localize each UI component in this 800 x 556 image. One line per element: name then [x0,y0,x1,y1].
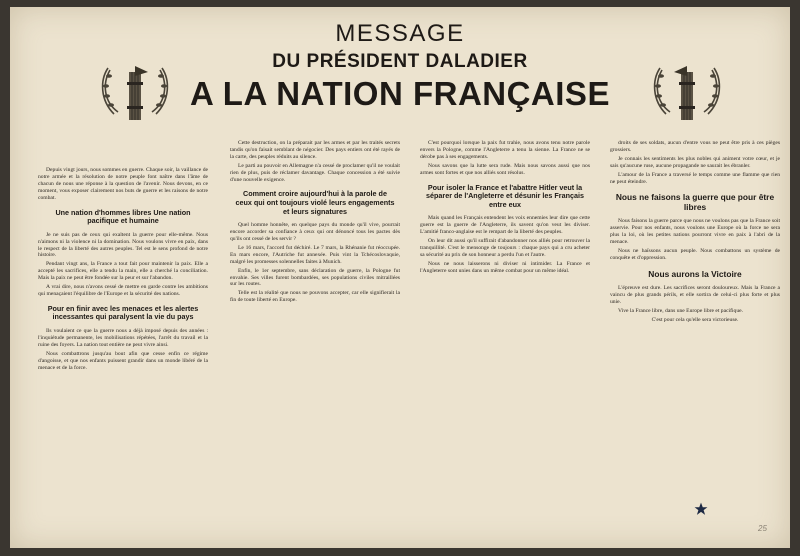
paragraph: A vrai dire, nous n'avons cessé de mettre en garde contre les ambitions qui menaçaient l'équilibre de l'Europe et la sécurité des nations. [38,284,208,297]
paragraph: Cette destruction, on la préparait par les armes et par les traités secrets tandis qu'on faisait semblant de négocier. Des pays entiers ont été rayés de la carte, des peuples réduits au silence. [230,140,400,160]
paragraph: Je connais les sentiments les plus nobles qui animent votre cœur, et je sais qu'aucune ruse, aucune propagande ne saurait les ébranler. [610,155,780,169]
paragraph: Pendant vingt ans, la France a tout fait pour maintenir la paix. Elle a accepté les sacrifices, elle a tendu la main, elle a cherché la conciliation. Mais la paix ne peut être fondée sur la peur et sur l'abandon. [38,261,208,282]
subheading: Nous aurons la Victoire [648,268,742,279]
subheading: Nous ne faisons la guerre que pour être libres [615,192,775,213]
closing-line: C'est pour cela qu'elle sera victorieuse. [651,316,739,323]
paragraph: droits de ses soldats, aucun d'entre vous ne peut être pris à ces pièges grossiers. [610,140,780,153]
header-president: DU PRÉSIDENT DALADIER [272,51,528,72]
paragraph: Le parti au pouvoir en Allemagne n'a cessé de proclamer qu'il ne voulait rien de plus, puis de réclamer davantage. Chaque concession a été suivie d'une nouvelle exigence. [230,162,400,183]
paragraph: Le 16 mars, l'accord fut déchiré. Le 7 mars, la Rhénanie fut réoccupée. En mars encore, l'Autriche fut annexée. Puis vint la Tchécoslovaquie, malgré les promesses solennelles faites à Munich. [230,244,400,265]
column-1 [38,167,208,530]
paragraph: Nous ne nous laisserons ni diviser ni intimider. La France et l'Angleterre sont unies dans un même combat pour un même idéal. [420,260,590,274]
text-columns [30,132,780,530]
page-number: 25 [758,524,767,533]
header-nation: A LA NATION FRANÇAISE [190,75,610,112]
subheading: Pour isoler la France et l'abattre Hitler veut la séparer de l'Angleterre et désunir les Français entre eux [426,182,584,209]
star-icon [694,502,708,516]
paragraph: On leur dit aussi qu'il suffirait d'abandonner nos alliés pour retrouver la tranquillité. C'est le mensonge de toujours : chaque pays qui a cru acheter sa sécurité au prix de son honneur a perdu l'un et l'autre. [420,238,590,258]
poster-header [10,19,790,113]
paragraph: L'épreuve est dure. Les sacrifices seront douloureux. Mais la France a vaincu de plus grands périls, et elle sortira de celui-ci plus forte et plus unie. [610,284,780,305]
subheading: Une nation d'hommes libres Une nation pacifique et humaine [55,207,191,226]
column-2 [230,140,400,530]
paragraph: Ils voulaient ce que la guerre nous a déjà imposé depuis des années : l'inquiétude permanente, les mobilisations répétées, l'arrêt du travail et la ruine des foyers. La nation tout entière ne peut vivre ainsi. [38,328,208,348]
paragraph: Nous savons que la lutte sera rude. Mais nous savons aussi que nos armes sont fortes et que nos alliés sont résolus. [420,162,590,176]
paragraph: Depuis vingt jours, nous sommes en guerre. Chaque soir, la vaillance de notre armée et la résolution de notre peuple font naître dans l'âme de chacun de nous une réponse à la question de l'avenir. Nous devons, en ce moment, vous exposer clairement nos buts de guerre et les raisons de notre combat. [38,167,208,201]
paragraph: C'est pourquoi lorsque la paix fut trahie, nous avons tenu notre parole envers la Pologne, comme l'Angleterre a tenu la sienne. La France ne se dérobe pas à ses engagements. [420,140,590,160]
column-4 [610,140,780,530]
column-3 [420,140,590,530]
header-message: MESSAGE [335,20,465,47]
subheading: Pour en finir avec les menaces et les alertes incessantes qui paralysent la vie du pays [47,303,199,322]
paragraph: Quel homme honnête, en quelque pays du monde qu'il vive, pourrait encore accorder sa confiance à ceux qui ont dénoncé tous les pactes dès qu'ils ont cessé de les servir ? [230,222,400,243]
paragraph: Vive la France libre, dans une Europe libre et pacifique. [618,307,744,314]
subheading: Comment croire aujourd'hui à la parole de ceux qui ont toujours violé leurs engagements et leurs signatures [235,189,395,216]
paragraph: Nous combattrons jusqu'au bout afin que cesse enfin ce régime d'angoisse, et que nos enfants puissent grandir dans un monde libéré de la menace et de la force. [38,350,208,371]
paragraph: Nous faisons la guerre parce que nous ne voulons pas que la France soit asservie. Pour nos enfants, nous voulons une Europe où la force ne sera plus la loi, où les petites nations pourront vivre en paix à l'abri de la menace. [610,218,780,246]
proclamation-poster [10,7,790,548]
paragraph: Enfin, le 1er septembre, sans déclaration de guerre, la Pologne fut envahie. Ses villes furent bombardées, ses populations civiles mitraillées sur les routes. [230,267,400,288]
paragraph: Mais quand les Français entendent les voix ennemies leur dire que cette guerre est la guerre de l'Angleterre, ils savent qu'on veut les diviser. L'amitié franco-anglaise est le rempart de la liberté des peuples. [420,215,590,236]
paragraph: Telle est la réalité que nous ne pouvons accepter, car elle signifierait la fin de toute liberté en Europe. [230,290,400,304]
paragraph: L'amour de la France a traversé le temps comme une flamme que rien ne peut éteindre. [610,171,780,185]
paragraph: Nous ne haïssons aucun peuple. Nous combattons un système de conquête et d'oppression. [610,248,780,261]
paragraph: Je ne suis pas de ceux qui exaltent la guerre pour elle-même. Nous n'aimons ni la violence ni la domination. Nous voulons vivre en paix, dans le respect de la liberté des autres peuples. Tel est le sens profond de notre histoire. [38,231,208,259]
